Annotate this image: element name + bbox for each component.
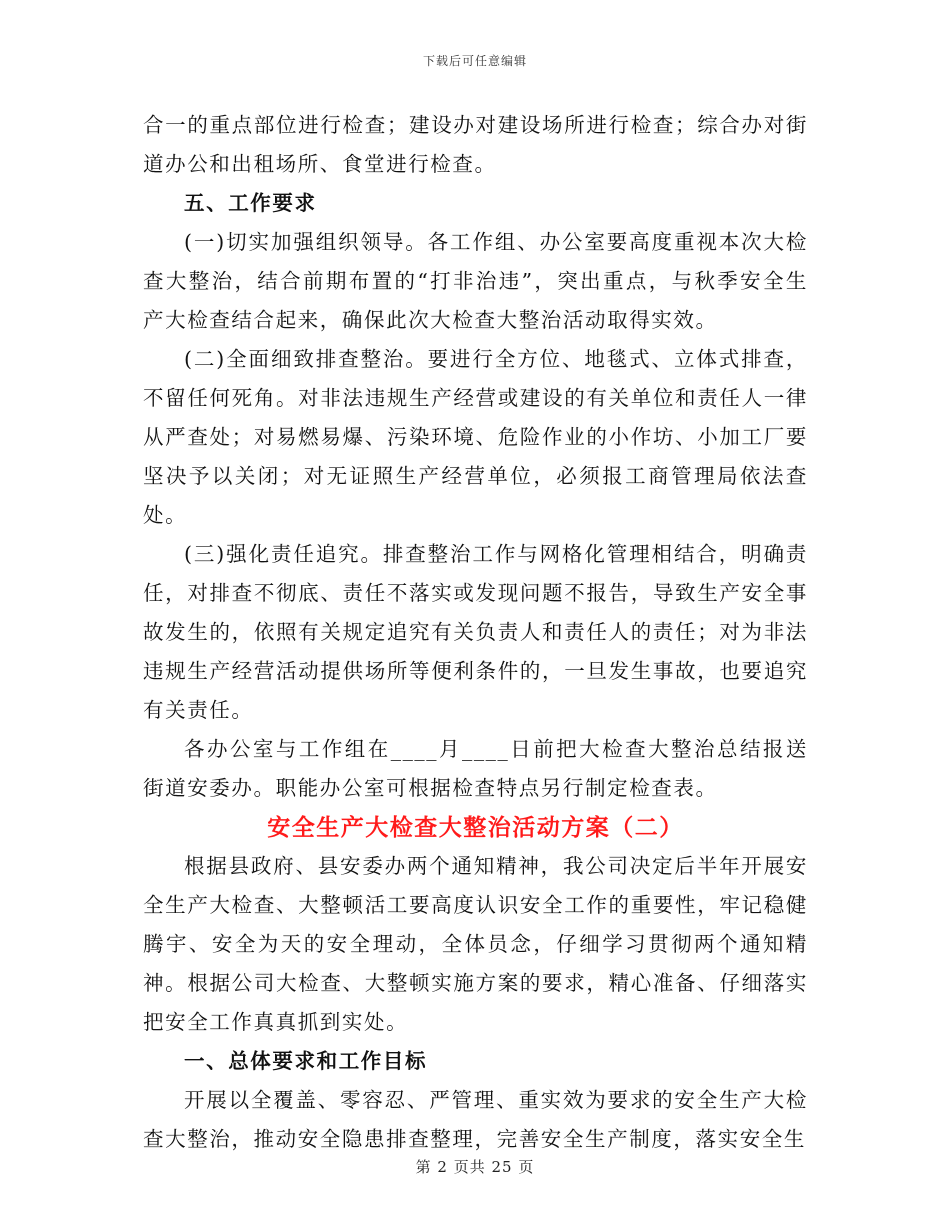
paragraph-summary-deadline: 各办公室与工作组在____月____日前把大检查大整治总结报送街道安委办。职能办公室可根据检查特点另行制定检查表。 <box>143 737 808 800</box>
paragraph-continuation: 合一的重点部位进行检查；建设办对建设场所进行检查；综合办对街道办公和出租场所、食堂进行检查。 <box>143 113 808 176</box>
header-note: 下载后可任意编辑 <box>422 54 527 68</box>
paragraph-inspection-rectification: (二)全面细致排查整治。要进行全方位、地毯式、立体式排查，不留任何死角。对非法违规生产经营或建设的有关单位和责任人一律从严查处；对易燃易爆、污染环境、危险作业的小作坊、小加工厂要坚决予以关闭；对无证照生产经营单位，必须报工商管理局依法查处。 <box>143 347 808 527</box>
paragraph-organization-leadership: (一)切实加强组织领导。各工作组、办公室要高度重视本次大检查大整治，结合前期布置的“打非治违”，突出重点，与秋季安全生产大检查结合起来，确保此次大检查大整治活动取得实效。 <box>143 230 808 332</box>
paragraph-overall-goals: 开展以全覆盖、零容忍、严管理、重实效为要求的安全生产大检查大整治，推动安全隐患排查整理，完善安全生产制度，落实安全生 <box>143 1088 808 1151</box>
document-title-part-two: 安全生产大检查大整治活动方案（二） <box>267 814 684 841</box>
document-body <box>143 106 808 1159</box>
paragraph-accountability: (三)强化责任追究。排查整治工作与网格化管理相结合，明确责任，对排查不彻底、责任不落实或发现问题不报告，导致生产安全事故发生的，依照有关规定追究有关负责人和责任人的责任；对为非法违规生产经营活动提供场所等便利条件的，一旦发生事故，也要追究有关责任。 <box>143 542 808 722</box>
paragraph-introduction: 根据县政府、县安委办两个通知精神，我公司决定后半年开展安全生产大检查、大整顿活工要高度认识安全工作的重要性，牢记稳健腾宇、安全为天的安全理动，全体员念，仔细学习贯彻两个通知精神。根据公司大检查、大整顿实施方案的要求，精心准备、仔细落实把安全工作真真抓到实处。 <box>143 854 808 1034</box>
section-heading-work-requirements: 五、工作要求 <box>184 191 317 215</box>
page-number-footer: 第 2 页共 25 页 <box>415 1158 535 1176</box>
section-heading-overall-requirements: 一、总体要求和工作目标 <box>184 1049 428 1073</box>
